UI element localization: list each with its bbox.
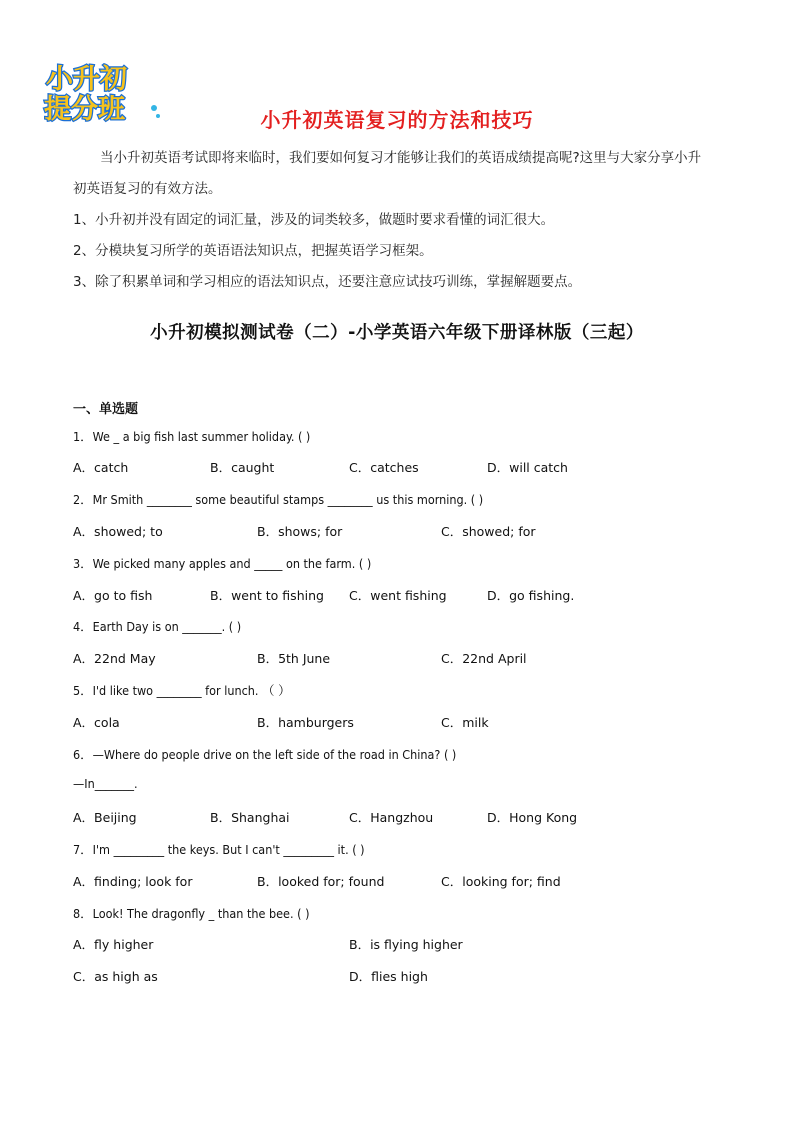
- question-stem: 2．Mr Smith ________ some beautiful stamps ________ us this morning. ( ): [73, 492, 484, 507]
- option: B．looked for; found: [257, 874, 385, 889]
- tip-item: 1、小升初并没有固定的词汇量，涉及的词类较多，做题时要求看懂的词汇很大。: [73, 212, 555, 228]
- option: A．catch: [73, 460, 129, 475]
- option: A．Beijing: [73, 810, 137, 825]
- option: B．went to fishing: [210, 588, 324, 603]
- option: C．Hangzhou: [349, 810, 434, 825]
- option: C．milk: [441, 715, 489, 730]
- question-stem: 4．Earth Day is on _______. ( ): [73, 619, 242, 634]
- option: B．Shanghai: [210, 810, 290, 825]
- option: B．hamburgers: [257, 715, 354, 730]
- logo-line2: 提分班: [44, 94, 125, 124]
- tip-item: 2、分模块复习所学的英语语法知识点，把握英语学习框架。: [73, 243, 433, 259]
- exam-title: 小升初模拟测试卷（二）-小学英语六年级下册译林版（三起）: [150, 323, 644, 343]
- option: B．5th June: [257, 651, 331, 666]
- question-stem: 8．Look! The dragonfly _ than the bee. ( ): [73, 906, 310, 921]
- option: A．showed; to: [73, 524, 163, 539]
- option: B．shows; for: [257, 524, 343, 539]
- option: A．go to fish: [73, 588, 153, 603]
- question-stem-answer: —In_______.: [73, 776, 138, 791]
- tip-item: 3、除了积累单词和学习相应的语法知识点，还要注意应试技巧训练，掌握解题要点。: [73, 274, 582, 290]
- option: D．Hong Kong: [487, 810, 578, 825]
- question-stem: 6．—Where do people drive on the left side of the road in China? ( ): [73, 747, 457, 762]
- intro-paragraph: 当小升初英语考试即将来临时，我们要如何复习才能够让我们的英语成绩提高呢?这里与大家分享小升: [100, 150, 702, 166]
- logo-line1: 小升初: [46, 64, 127, 95]
- option: A．finding; look for: [73, 874, 193, 889]
- question-stem: 3．We picked many apples and _____ on the farm. ( ): [73, 556, 372, 571]
- option: B．is flying higher: [349, 937, 463, 952]
- option: A．fly higher: [73, 937, 154, 952]
- option: A．22nd May: [73, 651, 156, 666]
- option: C．catches: [349, 460, 419, 475]
- intro-section: [73, 143, 733, 298]
- document-title: 小升初英语复习的方法和技巧: [260, 108, 534, 132]
- option: C．showed; for: [441, 524, 536, 539]
- option: B．caught: [210, 460, 275, 475]
- section-heading: 一、单选题: [73, 402, 139, 417]
- option: C．as high as: [73, 969, 158, 984]
- option: C．looking for; find: [441, 874, 561, 889]
- option: C．22nd April: [441, 651, 527, 666]
- option: D．go fishing.: [487, 588, 575, 603]
- intro-paragraph-cont: 初英语复习的有效方法。: [73, 181, 222, 197]
- option: C．went fishing: [349, 588, 447, 603]
- option: D．will catch: [487, 460, 568, 475]
- option: A．cola: [73, 715, 120, 730]
- question-stem: 5．I'd like two ________ for lunch. （ ）: [73, 683, 291, 698]
- option: D．flies high: [349, 969, 428, 984]
- question-stem: 1．We _ a big fish last summer holiday. ( ): [73, 429, 311, 444]
- question-stem: 7．I'm _________ the keys. But I can't _________ it. ( ): [73, 842, 365, 857]
